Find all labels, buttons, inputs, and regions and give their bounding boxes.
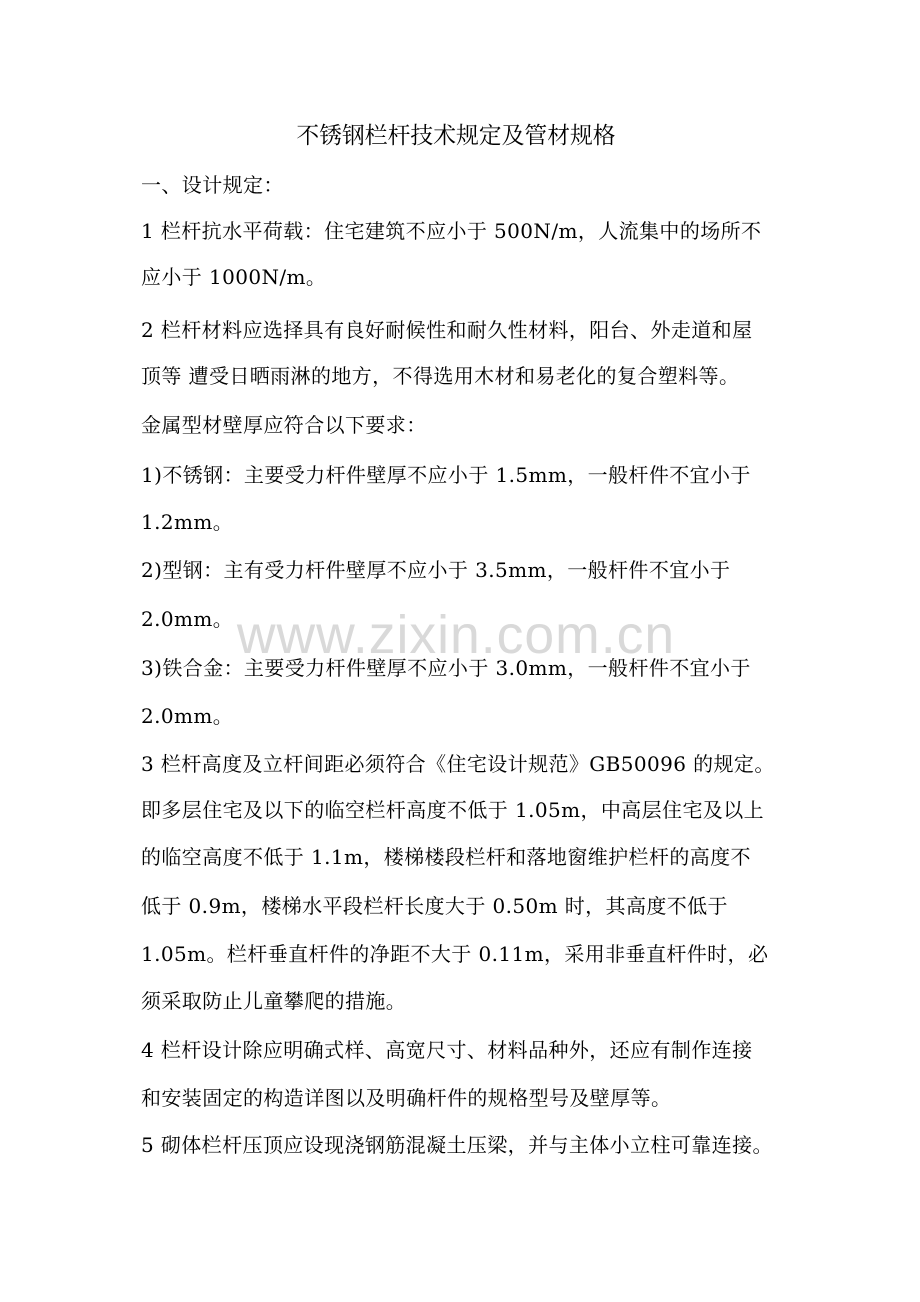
paragraph-line: 5 砌体栏杆压顶应设现浇钢筋混凝土压梁，并与主体小立柱可靠连接。 <box>141 1133 773 1157</box>
paragraph-line: 应小于 1000N/m。 <box>141 265 327 289</box>
paragraph-line: 顶等 遭受日晒雨淋的地方，不得选用木材和易老化的复合塑料等。 <box>141 364 740 388</box>
paragraph-line: 1.2mm。 <box>141 510 234 534</box>
section-heading: 一、设计规定： <box>141 173 284 197</box>
paragraph-line: 1 栏杆抗水平荷载：住宅建筑不应小于 500N/m，人流集中的场所不 <box>141 219 762 243</box>
paragraph-line: 2.0mm。 <box>141 607 234 631</box>
paragraph-line: 1)不锈钢：主要受力杆件壁厚不应小于 1.5mm，一般杆件不宜小于 <box>141 463 751 487</box>
document-title: 不锈钢栏杆技术规定及管材规格 <box>296 123 616 149</box>
paragraph-line: 3 栏杆高度及立杆间距必须符合《住宅设计规范》GB50096 的规定。 <box>141 752 775 776</box>
paragraph-line: 的临空高度不低于 1.1m，楼梯楼段栏杆和落地窗维护栏杆的高度不 <box>141 845 751 869</box>
paragraph-line: 即多层住宅及以下的临空栏杆高度不低于 1.05m，中高层住宅及以上 <box>141 798 765 822</box>
paragraph-line: 1.05m。栏杆垂直杆件的净距不大于 0.11m，采用非垂直杆件时，必 <box>141 942 769 966</box>
paragraph-line: 2.0mm。 <box>141 704 234 728</box>
paragraph-line: 2)型钢：主有受力杆件壁厚不应小于 3.5mm，一般杆件不宜小于 <box>141 558 731 582</box>
paragraph-line: 金属型材壁厚应符合以下要求： <box>141 413 427 437</box>
paragraph-line: 3)铁合金：主要受力杆件壁厚不应小于 3.0mm，一般杆件不宜小于 <box>141 656 751 680</box>
watermark: www.zixin.com.cn <box>236 605 676 665</box>
paragraph-line: 2 栏杆材料应选择具有良好耐候性和耐久性材料，阳台、外走道和屋 <box>141 318 753 342</box>
paragraph-line: 4 栏杆设计除应明确式样、高宽尺寸、材料品种外，还应有制作连接 <box>141 1038 753 1062</box>
paragraph-line: 须采取防止儿童攀爬的措施。 <box>141 989 407 1013</box>
paragraph-line: 低于 0.9m，楼梯水平段栏杆长度大于 0.50m 时，其高度不低于 <box>141 894 728 918</box>
paragraph-line: 和安装固定的构造详图以及明确杆件的规格型号及壁厚等。 <box>141 1086 672 1110</box>
